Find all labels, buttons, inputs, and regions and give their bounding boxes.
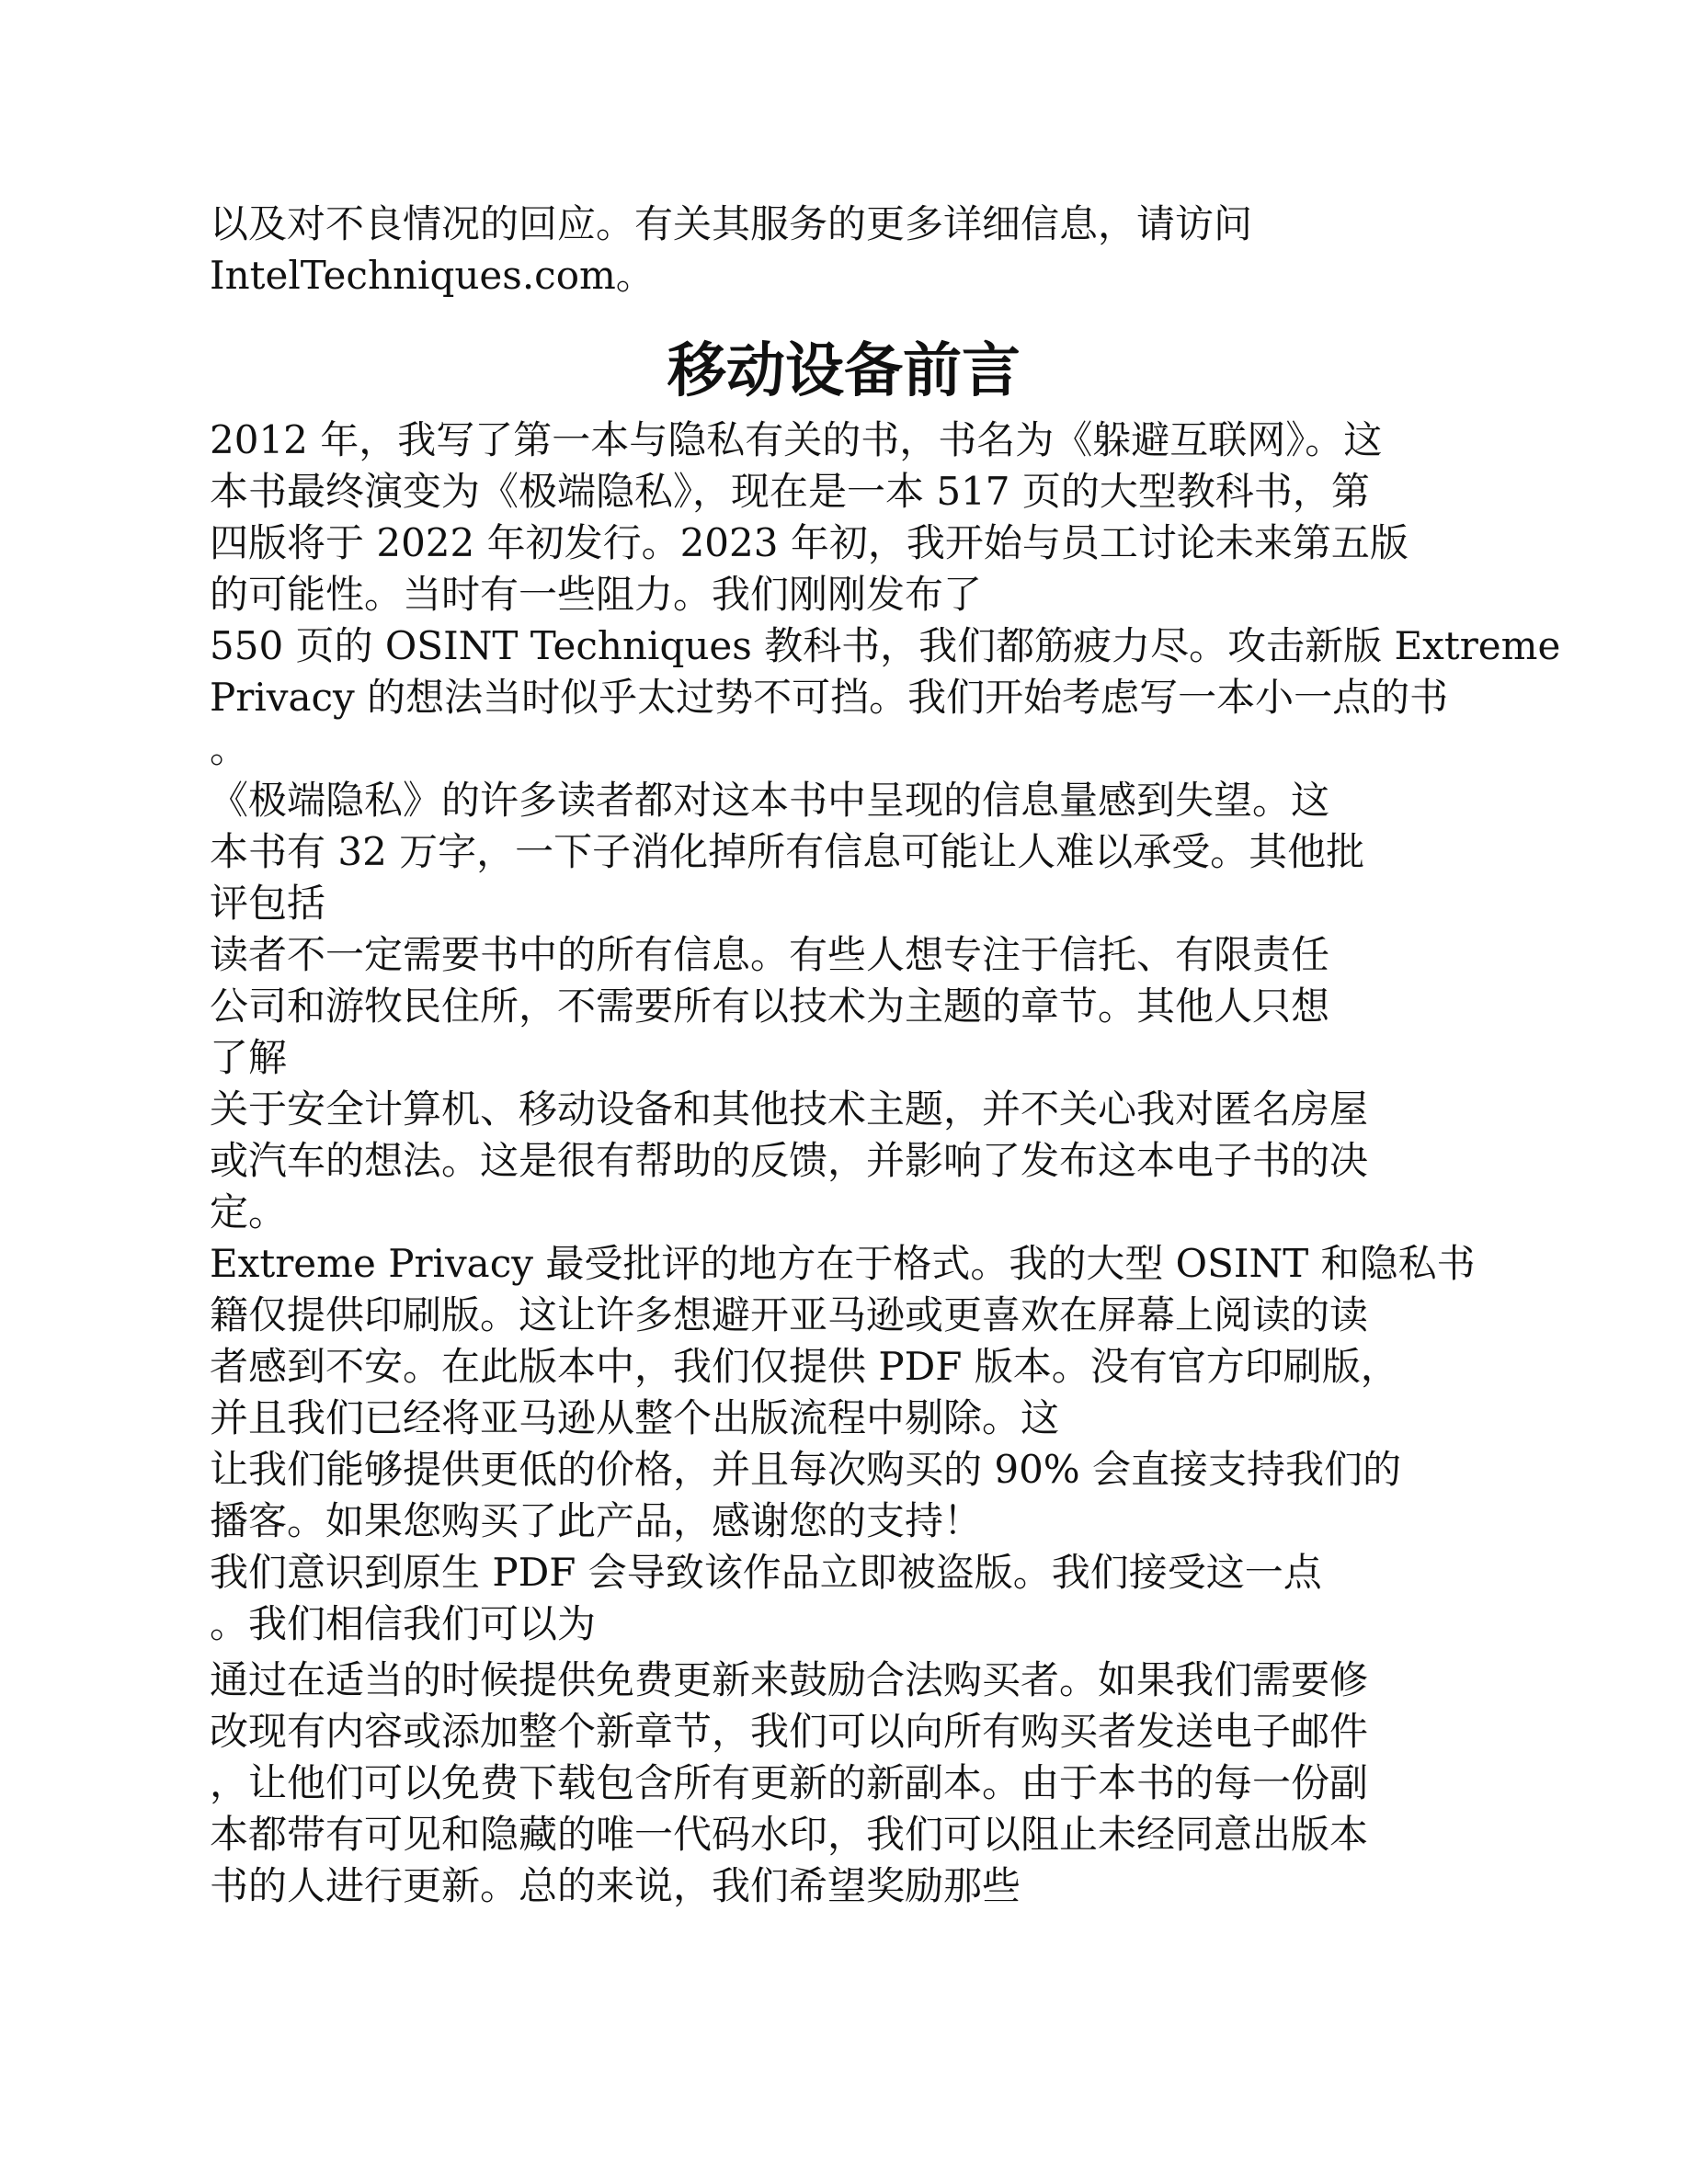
body-line: 改现有内容或添加整个新章节，我们可以向所有购买者发送电子邮件: [210, 1709, 1369, 1754]
body-line: 读者不一定需要书中的所有信息。有些人想专注于信托、有限责任: [210, 932, 1330, 977]
body-line: 评包括: [210, 881, 326, 926]
body-line: 籍仅提供印刷版。这让许多想避开亚马逊或更喜欢在屏幕上阅读的读: [210, 1292, 1369, 1337]
body-line: Extreme Privacy 最受批评的地方在于格式。我的大型 OSINT 和隐私书: [210, 1241, 1476, 1286]
body-line: 本书有 32 万字，一下子消化掉所有信息可能让人难以承受。其他批: [210, 829, 1365, 874]
body-line: 我们意识到原生 PDF 会导致该作品立即被盗版。我们接受这一点: [210, 1550, 1322, 1595]
body-line: 以及对不良情况的回应。有关其服务的更多详细信息，请访问: [210, 201, 1253, 246]
body-line: 定。: [210, 1189, 288, 1234]
body-line: 的可能性。当时有一些阻力。我们刚刚发布了: [210, 572, 983, 617]
body-line: Privacy 的想法当时似乎太过势不可挡。我们开始考虑写一本小一点的书: [210, 675, 1449, 720]
body-line: 让我们能够提供更低的价格，并且每次购买的 90% 会直接支持我们的: [210, 1447, 1402, 1492]
body-line: 书的人进行更新。总的来说，我们希望奖励那些: [210, 1863, 1021, 1908]
body-line: 通过在适当的时候提供免费更新来鼓励合法购买者。如果我们需要修: [210, 1657, 1369, 1702]
body-line: 者感到不安。在此版本中，我们仅提供 PDF 版本。没有官方印刷版，: [210, 1344, 1399, 1389]
body-line: 公司和游牧民住所，不需要所有以技术为主题的章节。其他人只想: [210, 984, 1330, 1029]
body-line: 2012 年，我写了第一本与隐私有关的书，书名为《躲避互联网》。这: [210, 417, 1383, 462]
body-line: 。: [210, 726, 249, 771]
body-line: 了解: [210, 1035, 288, 1080]
body-line: 播客。如果您购买了此产品，感谢您的支持！: [210, 1498, 983, 1543]
body-line: 550 页的 OSINT Techniques 教科书，我们都筋疲力尽。攻击新版 Extreme: [210, 623, 1561, 668]
body-line: 《极端隐私》的许多读者都对这本书中呈现的信息量感到失望。这: [210, 778, 1330, 823]
body-line: 。我们相信我们可以为: [210, 1601, 597, 1646]
section-heading: 移动设备前言: [667, 336, 1021, 405]
body-line: 或汽车的想法。这是很有帮助的反馈，并影响了发布这本电子书的决: [210, 1138, 1369, 1183]
body-line: IntelTechniques.com。: [210, 253, 655, 298]
body-line: ，让他们可以免费下载包含所有更新的新副本。由于本书的每一份副: [210, 1760, 1369, 1805]
body-line: 本都带有可见和隐藏的唯一代码水印，我们可以阻止未经同意出版本: [210, 1812, 1369, 1857]
body-line: 并且我们已经将亚马逊从整个出版流程中剔除。这: [210, 1395, 1060, 1440]
body-line: 关于安全计算机、移动设备和其他技术主题，并不关心我对匿名房屋: [210, 1086, 1369, 1132]
body-line: 本书最终演变为《极端隐私》，现在是一本 517 页的大型教科书，第: [210, 469, 1370, 514]
body-line: 四版将于 2022 年初发行。2023 年初，我开始与员工讨论未来第五版: [210, 520, 1409, 565]
